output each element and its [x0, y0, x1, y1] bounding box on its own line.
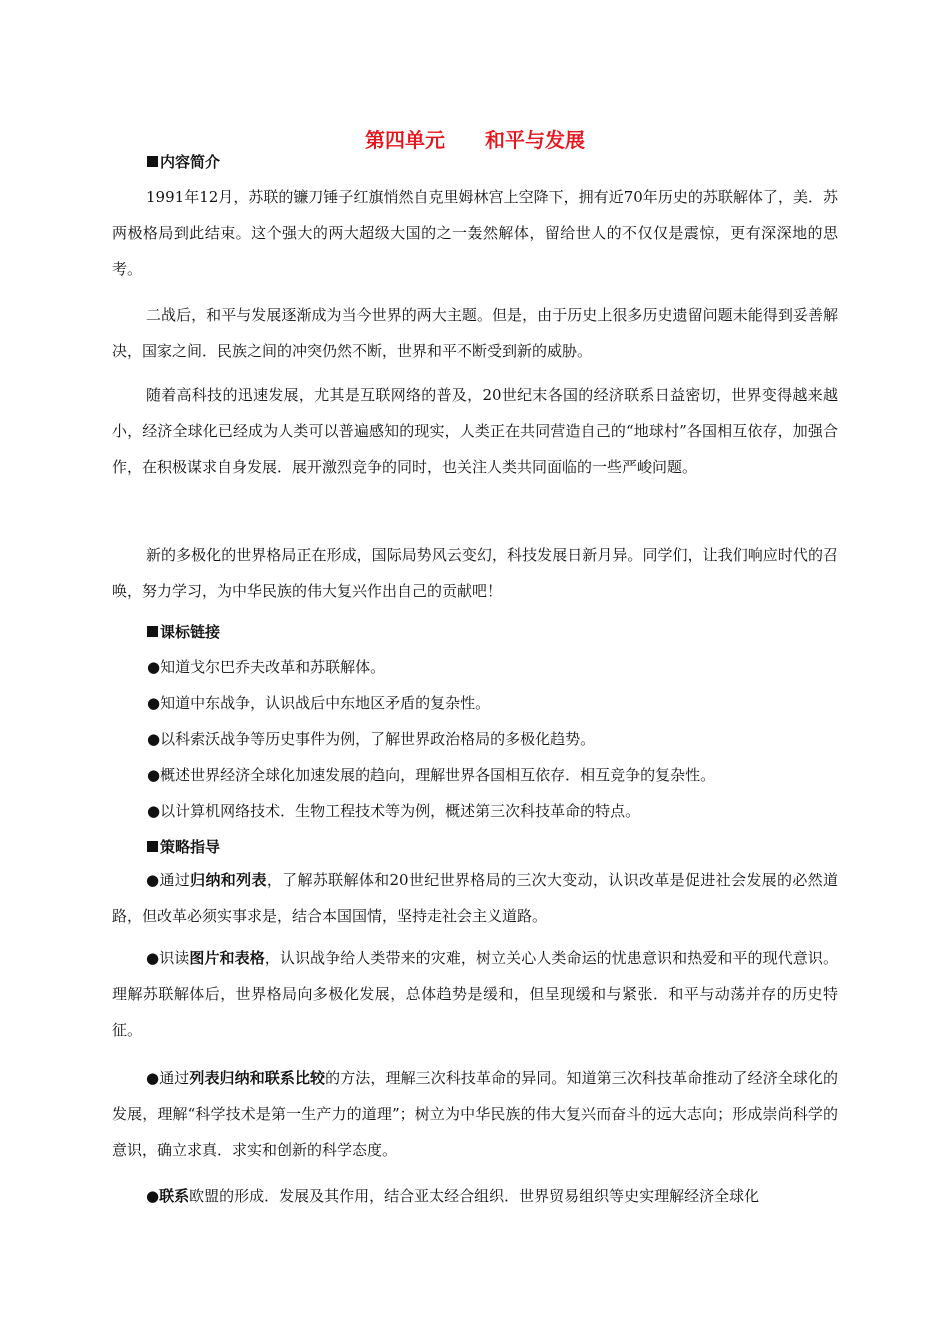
standards-item: ●概述世界经济全球化加速发展的趋向，理解世界各国相互依存．相互竞争的复杂性。 [147, 766, 716, 784]
strategy-item: ●通过列表归纳和联系比较的方法，理解三次科技革命的异同。知道第三次科技革命推动了经济全球化的发展，理解“科学技术是第一生产力的道理”；树立为中华民族的伟大复兴而奋斗的远大志向；形成崇尚科学的意识，确立求真．求实和创新的科学态度。 [112, 1069, 838, 1159]
standards-item: ●以计算机网络技术．生物工程技术等为例，概述第三次科技革命的特点。 [147, 802, 641, 820]
bullet-dot-icon: ● [146, 1187, 160, 1205]
standards-item: ●知道中东战争，认识战后中东地区矛盾的复杂性。 [147, 694, 491, 712]
bullet-dot-icon: ● [147, 730, 161, 748]
page-title: 第四单元 和平与发展 [365, 128, 585, 152]
section-heading-intro: 内容简介 [147, 151, 220, 172]
strategy-item: ●识读图片和表格，认识战争给人类带来的灾难，树立关心人类命运的忧患意识和热爱和平的现代意识。理解苏联解体后，世界格局向多极化发展，总体趋势是缓和，但呈现缓和与紧张．和平与动荡并存的历史特征。 [112, 949, 838, 1039]
intro-paragraph-2: 二战后，和平与发展逐渐成为当今世界的两大主题。但是，由于历史上很多历史遗留问题未能得到妥善解决，国家之间．民族之间的冲突仍然不断，世界和平不断受到新的威胁。 [112, 306, 838, 360]
square-bullet-icon [147, 841, 158, 852]
square-bullet-icon [147, 156, 158, 167]
standards-item: ●以科索沃战争等历史事件为例，了解世界政治格局的多极化趋势。 [147, 730, 596, 748]
standards-item: ●知道戈尔巴乔夫改革和苏联解体。 [147, 658, 386, 676]
bullet-dot-icon: ● [146, 949, 160, 967]
bullet-dot-icon: ● [147, 802, 161, 820]
bullet-dot-icon: ● [147, 766, 161, 784]
bullet-dot-icon: ● [147, 658, 161, 676]
intro-paragraph-1: 1991年12月，苏联的镰刀锤子红旗悄然自克里姆林宫上空降下，拥有近70年历史的苏联解体了，美．苏两极格局到此结束。这个强大的两大超级大国的之一轰然解体，留给世人的不仅仅是震惊，更有深深地的思考。 [112, 188, 838, 278]
square-bullet-icon [147, 626, 158, 637]
strategy-item: ●通过归纳和列表，了解苏联解体和20世纪世界格局的三次大变动，认识改革是促进社会发展的必然道路，但改革必须实事求是，结合本国国情，坚持走社会主义道路。 [112, 871, 838, 925]
section-heading-standards: 课标链接 [147, 621, 220, 642]
bullet-dot-icon: ● [146, 1069, 160, 1087]
bullet-dot-icon: ● [146, 871, 160, 889]
bullet-dot-icon: ● [147, 694, 161, 712]
section-heading-strategy: 策略指导 [147, 836, 220, 857]
intro-paragraph-3: 随着高科技的迅速发展，尤其是互联网络的普及，20世纪末各国的经济联系日益密切，世界变得越来越小，经济全球化已经成为人类可以普遍感知的现实，人类正在共同营造自己的“地球村”各国相互依存，加强合作，在积极谋求自身发展．展开激烈竞争的同时，也关注人类共同面临的一些严峻问题。 [112, 386, 838, 476]
intro-paragraph-4: 新的多极化的世界格局正在形成，国际局势风云变幻，科技发展日新月异。同学们，让我们响应时代的召唤，努力学习，为中华民族的伟大复兴作出自己的贡献吧！ [112, 546, 838, 600]
strategy-item: ●联系欧盟的形成．发展及其作用，结合亚太经合组织．世界贸易组织等史实理解经济全球化 [146, 1187, 760, 1205]
